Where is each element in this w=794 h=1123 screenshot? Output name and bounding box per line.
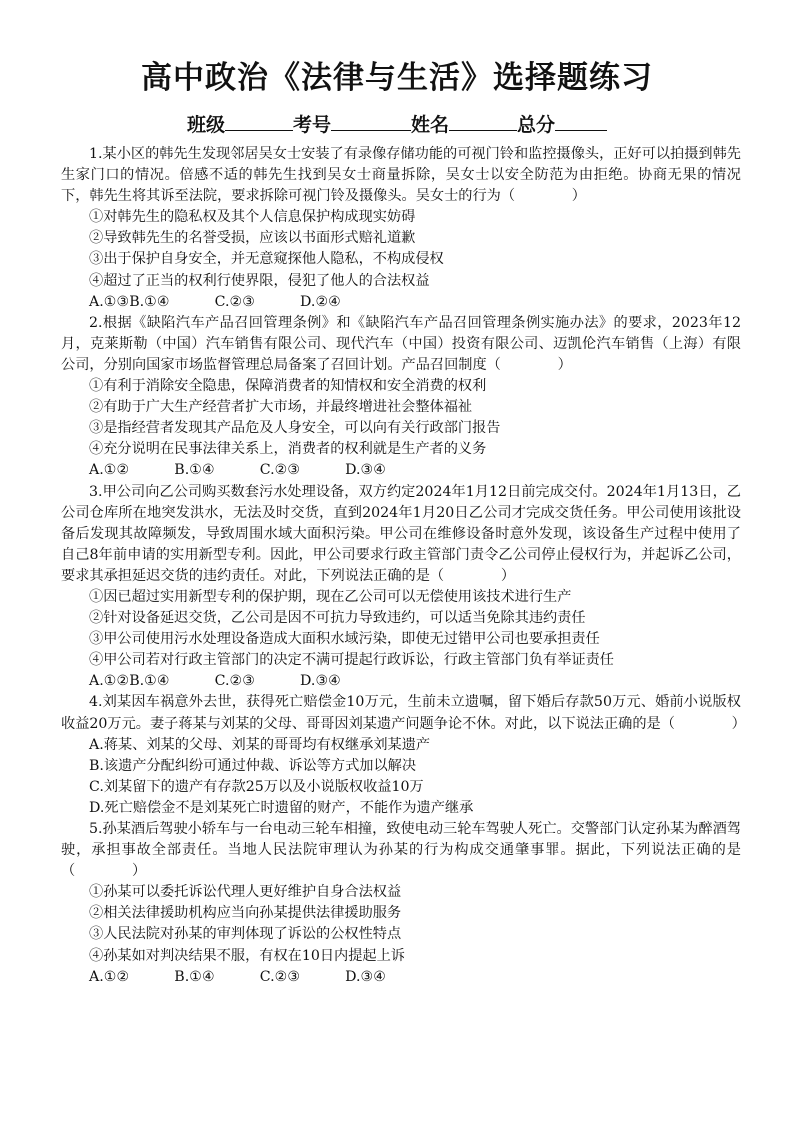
question-stem: 5.孙某酒后驾驶小轿车与一台电动三轮车相撞，致使电动三轮车驾驶人死亡。交警部门认定孙某为醉酒驾驶，承担事故全部责任。当地人民法院审理认为孙某的行为构成交通肇事罪。据此，下列说法正确的是（ ） [61,821,741,880]
answer-choices: A.①② B.①④ C.②③ D.③④ [89,968,386,985]
question-2 [61,313,741,482]
question-option: ④孙某如对判决结果不服，有权在10日内提起上诉 [89,947,405,964]
question-3 [61,482,741,693]
question-option: ①对韩先生的隐私权及其个人信息保护构成现实妨碍 [89,209,416,226]
question-1 [61,144,741,313]
question-option: ①因已超过实用新型专利的保护期，现在乙公司可以无偿使用该技术进行生产 [89,588,572,605]
question-stem: 4.刘某因车祸意外去世，获得死亡赔偿金10万元，生前未立遗嘱，留下婚后存款50万元、婚前小说版权收益20万元。妻子蒋某与刘某的父母、哥哥因刘某遗产问题争论不休。对此，以下说法正确的是（ ） [61,694,746,732]
question-option: A.蒋某、刘某的父母、刘某的哥哥均有权继承刘某遗产 [89,736,431,753]
question-4 [61,692,746,819]
question-option: ③人民法院对孙某的审判体现了诉讼的公权性特点 [89,926,402,943]
answer-choices: A.①②B.①④ C.②③ D.③④ [89,673,341,690]
question-option: ③是指经营者发现其产品危及人身安全，可以向有关行政部门报告 [89,420,501,437]
class-blank[interactable] [225,110,293,131]
question-option: ④充分说明在民事法律关系上，消费者的权利就是生产者的义务 [89,441,487,458]
exam-number-label: 考号 [292,114,331,136]
question-option: ④超过了正当的权利行使界限，侵犯了他人的合法权益 [89,272,430,289]
answer-choices: A.①② B.①④ C.②③ D.③④ [89,462,386,479]
question-stem: 3.甲公司向乙公司购买数套污水处理设备，双方约定2024年1月12日前完成交付。2024年1月13日，乙公司仓库所在地突发洪水，无法及时交货，直到2024年1月20日乙公司才完成交货任务。甲公司使用该批设备后发现其故障频发，导致周围水域大面积污染。甲公司在维修设备时意外发现，该设备生产过程中使用了自己8年前申请的实用新型专利。因此，甲公司要求行政主管部门责令乙公司停止侵权行为，并起诉乙公司，要求其承担延迟交货的违约责任。对此，下列说法正确的是（ ） [61,483,741,584]
question-option: ③出于保护自身安全，并无意窥探他人隐私，不构成侵权 [89,251,444,268]
question-option: ①有利于消除安全隐患，保障消费者的知情权和安全消费的权利 [89,378,487,395]
name-label: 姓名 [411,114,450,136]
question-option: ③甲公司使用污水处理设备造成大面积水域污染，即使无过错甲公司也要承担责任 [89,631,600,648]
student-info-line [0,110,794,138]
question-option: C.刘某留下的遗产有存款25万以及小说版权收益10万 [89,778,424,795]
total-score-label: 总分 [517,114,556,136]
answer-choices: A.①③B.①④ C.②③ D.②④ [89,293,341,310]
exam-number-blank[interactable] [331,110,411,131]
question-option: ④甲公司若对行政主管部门的决定不满可提起行政诉讼，行政主管部门负有举证责任 [89,652,614,669]
total-score-blank[interactable] [555,110,607,131]
question-option: ②针对设备延迟交货，乙公司是因不可抗力导致违约，可以适当免除其违约责任 [89,610,586,627]
question-option: D.死亡赔偿金不是刘某死亡时遗留的财产，不能作为遗产继承 [89,799,474,816]
question-option: ②有助于广大生产经营者扩大市场，并最终增进社会整体福祉 [89,399,473,416]
question-5 [61,819,741,988]
class-label: 班级 [186,114,225,136]
question-list [61,144,746,988]
question-stem: 1.某小区的韩先生发现邻居吴女士安装了有录像存储功能的可视门铃和监控摄像头，正好可以拍摄到韩先生家门口的情况。倍感不适的韩先生找到吴女士商量拆除，吴女士以安全防范为由拒绝。协商无果的情况下，韩先生将其诉至法院，要求拆除可视门铃及摄像头。吴女士的行为（ ） [61,146,741,205]
question-option: ②导致韩先生的名誉受损，应该以书面形式赔礼道歉 [89,230,416,247]
page-title: 高中政治《法律与生活》选择题练习 [141,60,653,96]
question-stem: 2.根据《缺陷汽车产品召回管理条例》和《缺陷汽车产品召回管理条例实施办法》的要求，2023年12月，克莱斯勒（中国）汽车销售有限公司、现代汽车（中国）投资有限公司、迈凯伦汽车销售（上海）有限公司，分别向国家市场监督管理总局备案了召回计划。产品召回制度（ ） [61,314,741,373]
name-blank[interactable] [449,110,517,131]
question-option: ②相关法律援助机构应当向孙某提供法律援助服务 [89,905,402,922]
question-option: ①孙某可以委托诉讼代理人更好维护自身合法权益 [89,884,402,901]
question-option: B.该遗产分配纠纷可通过仲裁、诉讼等方式加以解决 [89,757,417,774]
